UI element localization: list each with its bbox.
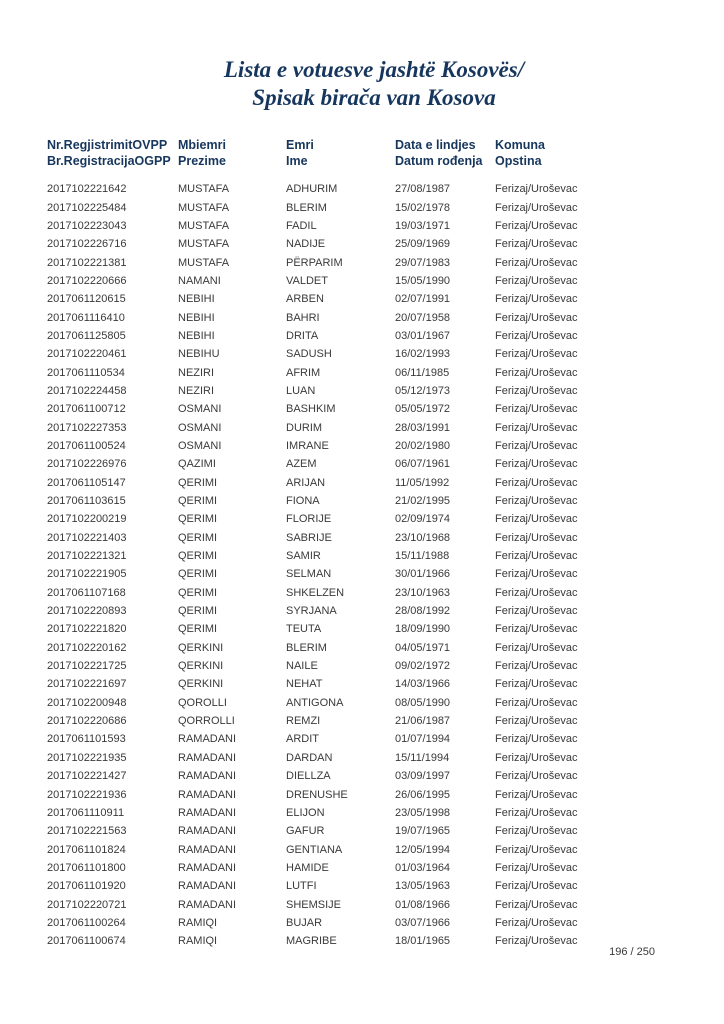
- municipality-cell: Ferizaj/Uroševac: [495, 329, 578, 342]
- surname-cell: MUSTAFA: [178, 219, 230, 232]
- column-header-line: Mbiemri: [178, 138, 226, 152]
- first-name-cell: NEHAT: [286, 678, 323, 691]
- municipality-cell: Ferizaj/Uroševac: [495, 238, 578, 251]
- table-row: [47, 327, 630, 345]
- column-header-line: Datum rođenja: [395, 153, 483, 168]
- municipality-cell: Ferizaj/Uroševac: [495, 898, 578, 911]
- surname-cell: QERIMI: [178, 568, 218, 581]
- registration-number-cell: 2017102220666: [47, 274, 127, 287]
- birthdate-cell: 01/08/1966: [395, 898, 451, 911]
- municipality-cell: Ferizaj/Uroševac: [495, 861, 578, 874]
- first-name-cell: NAILE: [286, 660, 318, 673]
- column-header-line: Nr.RegjistrimitOVPP: [47, 138, 168, 152]
- registration-number-cell: 2017061105147: [47, 476, 126, 489]
- table-row: [47, 565, 630, 583]
- table-row: [47, 345, 630, 363]
- registration-number-cell: 2017102221427: [47, 770, 127, 783]
- table-row: [47, 895, 630, 913]
- municipality-cell: Ferizaj/Uroševac: [495, 201, 578, 214]
- birthdate-cell: 05/12/1973: [395, 384, 451, 397]
- first-name-cell: FIONA: [286, 495, 320, 508]
- municipality-cell: Ferizaj/Uroševac: [495, 384, 578, 397]
- first-name-cell: ELIJON: [286, 806, 325, 819]
- municipality-cell: Ferizaj/Uroševac: [495, 843, 578, 856]
- birthdate-cell: 02/09/1974: [395, 513, 451, 526]
- registration-number-cell: 2017061100712: [47, 403, 126, 416]
- surname-cell: QERIMI: [178, 550, 218, 563]
- table-row: [47, 437, 630, 455]
- municipality-cell: Ferizaj/Uroševac: [495, 605, 578, 618]
- table-row: [47, 749, 630, 767]
- table-header: [47, 138, 630, 169]
- birthdate-cell: 28/08/1992: [395, 605, 451, 618]
- registration-number-cell: 2017102221697: [47, 678, 127, 691]
- surname-cell: QERIMI: [178, 605, 218, 618]
- table-row: [47, 363, 630, 381]
- birthdate-cell: 19/03/1971: [395, 219, 451, 232]
- first-name-cell: GENTIANA: [286, 843, 343, 856]
- birthdate-cell: 27/08/1987: [395, 183, 451, 196]
- column-header-line: Prezime: [178, 153, 226, 168]
- municipality-cell: Ferizaj/Uroševac: [495, 476, 578, 489]
- registration-number-cell: 2017061101824: [47, 843, 126, 856]
- table-row: [47, 675, 630, 693]
- table-row: [47, 253, 630, 271]
- surname-cell: RAMADANI: [178, 898, 237, 911]
- birthdate-cell: 21/06/1987: [395, 715, 451, 728]
- surname-cell: MUSTAFA: [178, 201, 230, 214]
- table-row: [47, 547, 630, 565]
- registration-number-cell: 2017061107168: [47, 586, 126, 599]
- table-row: [47, 217, 630, 235]
- column-header-line: Br.RegistracijaOGPP: [47, 153, 171, 168]
- birthdate-cell: 15/05/1990: [395, 274, 451, 287]
- first-name-cell: ANTIGONA: [286, 696, 344, 709]
- birthdate-cell: 23/10/1968: [395, 531, 451, 544]
- municipality-cell: Ferizaj/Uroševac: [495, 788, 578, 801]
- surname-cell: OSMANI: [178, 421, 222, 434]
- surname-cell: NAMANI: [178, 274, 221, 287]
- birthdate-cell: 03/01/1967: [395, 329, 451, 342]
- municipality-cell: Ferizaj/Uroševac: [495, 696, 578, 709]
- birthdate-cell: 12/05/1994: [395, 843, 451, 856]
- birthdate-cell: 06/11/1985: [395, 366, 450, 379]
- first-name-cell: SYRJANA: [286, 605, 337, 618]
- birthdate-cell: 25/09/1969: [395, 238, 451, 251]
- birthdate-cell: 21/02/1995: [395, 495, 451, 508]
- table-row: [47, 712, 630, 730]
- first-name-cell: PËRPARIM: [286, 256, 343, 269]
- first-name-cell: SELMAN: [286, 568, 332, 581]
- surname-cell: MUSTAFA: [178, 183, 230, 196]
- municipality-cell: Ferizaj/Uroševac: [495, 495, 578, 508]
- first-name-cell: BLERIM: [286, 641, 327, 654]
- municipality-cell: Ferizaj/Uroševac: [495, 458, 578, 471]
- first-name-cell: ARDIT: [286, 733, 319, 746]
- registration-number-cell: 2017102221936: [47, 788, 127, 801]
- column-header-surname: [178, 138, 286, 169]
- registration-number-cell: 2017061101593: [47, 733, 126, 746]
- registration-number-cell: 2017102224458: [47, 384, 127, 397]
- first-name-cell: ADHURIM: [286, 183, 338, 196]
- registration-number-cell: 2017061110911: [47, 806, 125, 819]
- first-name-cell: SHKELZEN: [286, 586, 345, 599]
- municipality-cell: Ferizaj/Uroševac: [495, 586, 578, 599]
- municipality-cell: Ferizaj/Uroševac: [495, 366, 578, 379]
- first-name-cell: GAFUR: [286, 825, 325, 838]
- surname-cell: QERKINI: [178, 678, 224, 691]
- surname-cell: QERKINI: [178, 660, 224, 673]
- first-name-cell: HAMIDE: [286, 861, 329, 874]
- birthdate-cell: 09/02/1972: [395, 660, 451, 673]
- registration-number-cell: 2017102220686: [47, 715, 127, 728]
- birthdate-cell: 08/05/1990: [395, 696, 451, 709]
- registration-number-cell: 2017061100674: [47, 935, 126, 948]
- birthdate-cell: 06/07/1961: [395, 458, 451, 471]
- first-name-cell: FLORIJE: [286, 513, 332, 526]
- registration-number-cell: 2017102226976: [47, 458, 127, 471]
- municipality-cell: Ferizaj/Uroševac: [495, 880, 578, 893]
- first-name-cell: ARBEN: [286, 293, 324, 306]
- table-row: [47, 272, 630, 290]
- municipality-cell: Ferizaj/Uroševac: [495, 421, 578, 434]
- registration-number-cell: 2017102221321: [47, 550, 127, 563]
- first-name-cell: SAMIR: [286, 550, 321, 563]
- registration-number-cell: 2017102220893: [47, 605, 127, 618]
- registration-number-cell: 2017061100264: [47, 916, 126, 929]
- first-name-cell: SABRIJE: [286, 531, 332, 544]
- registration-number-cell: 2017102221642: [47, 183, 127, 196]
- table-row: [47, 400, 630, 418]
- first-name-cell: AFRIM: [286, 366, 321, 379]
- registration-number-cell: 2017061120615: [47, 293, 126, 306]
- table-row: [47, 804, 630, 822]
- surname-cell: QERKINI: [178, 641, 224, 654]
- birthdate-cell: 23/05/1998: [395, 806, 451, 819]
- municipality-cell: Ferizaj/Uroševac: [495, 531, 578, 544]
- table-row: [47, 510, 630, 528]
- table-row: [47, 859, 630, 877]
- first-name-cell: BUJAR: [286, 916, 323, 929]
- surname-cell: QERIMI: [178, 476, 218, 489]
- surname-cell: RAMADANI: [178, 861, 237, 874]
- column-header-birthdate: [395, 138, 495, 169]
- table-row: [47, 657, 630, 675]
- municipality-cell: Ferizaj/Uroševac: [495, 219, 578, 232]
- municipality-cell: Ferizaj/Uroševac: [495, 641, 578, 654]
- municipality-cell: Ferizaj/Uroševac: [495, 568, 578, 581]
- birthdate-cell: 15/11/1994: [395, 751, 450, 764]
- registration-number-cell: 2017102200948: [47, 696, 127, 709]
- column-header-registration-number: [47, 138, 178, 169]
- registration-number-cell: 2017061110534: [47, 366, 125, 379]
- birthdate-cell: 14/03/1966: [395, 678, 451, 691]
- registration-number-cell: 2017061101800: [47, 861, 126, 874]
- surname-cell: RAMADANI: [178, 843, 237, 856]
- surname-cell: NEZIRI: [178, 384, 215, 397]
- birthdate-cell: 19/07/1965: [395, 825, 451, 838]
- surname-cell: NEZIRI: [178, 366, 215, 379]
- page-number: 196 / 250: [609, 946, 655, 958]
- registration-number-cell: 2017102221935: [47, 751, 127, 764]
- surname-cell: RAMIQI: [178, 916, 218, 929]
- table-row: [47, 785, 630, 803]
- title-albanian: Lista e votuesve jashtë Kosovës/: [223, 57, 525, 82]
- table-row: [47, 730, 630, 748]
- municipality-cell: Ferizaj/Uroševac: [495, 439, 578, 452]
- surname-cell: NEBIHI: [178, 293, 215, 306]
- table-row: [47, 840, 630, 858]
- surname-cell: RAMADANI: [178, 825, 237, 838]
- table-row: [47, 455, 630, 473]
- first-name-cell: BLERIM: [286, 201, 327, 214]
- table-row: [47, 382, 630, 400]
- birthdate-cell: 03/09/1997: [395, 770, 451, 783]
- table-row: [47, 529, 630, 547]
- municipality-cell: Ferizaj/Uroševac: [495, 293, 578, 306]
- birthdate-cell: 04/05/1971: [395, 641, 451, 654]
- birthdate-cell: 18/09/1990: [395, 623, 451, 636]
- registration-number-cell: 2017102221563: [47, 825, 127, 838]
- table-row: [47, 198, 630, 216]
- table-row: [47, 639, 630, 657]
- birthdate-cell: 16/02/1993: [395, 348, 451, 361]
- birthdate-cell: 15/02/1978: [395, 201, 451, 214]
- first-name-cell: FADIL: [286, 219, 317, 232]
- surname-cell: QOROLLI: [178, 696, 227, 709]
- table-row: [47, 620, 630, 638]
- municipality-cell: Ferizaj/Uroševac: [495, 715, 578, 728]
- column-header-line: Komuna: [495, 138, 545, 152]
- first-name-cell: LUTFI: [286, 880, 317, 893]
- surname-cell: NEBIHU: [178, 348, 220, 361]
- registration-number-cell: 2017061101920: [47, 880, 126, 893]
- surname-cell: QAZIMI: [178, 458, 216, 471]
- table-row: [47, 914, 630, 932]
- first-name-cell: BASHKIM: [286, 403, 336, 416]
- first-name-cell: DURIM: [286, 421, 323, 434]
- municipality-cell: Ferizaj/Uroševac: [495, 678, 578, 691]
- registration-number-cell: 2017102221725: [47, 660, 127, 673]
- registration-number-cell: 2017102225484: [47, 201, 127, 214]
- table-row: [47, 492, 630, 510]
- municipality-cell: Ferizaj/Uroševac: [495, 825, 578, 838]
- first-name-cell: SADUSH: [286, 348, 332, 361]
- birthdate-cell: 15/11/1988: [395, 550, 450, 563]
- first-name-cell: LUAN: [286, 384, 316, 397]
- first-name-cell: DIELLZA: [286, 770, 331, 783]
- first-name-cell: ARIJAN: [286, 476, 326, 489]
- table-row: [47, 180, 630, 198]
- first-name-cell: BAHRI: [286, 311, 320, 324]
- municipality-cell: Ferizaj/Uroševac: [495, 623, 578, 636]
- surname-cell: RAMADANI: [178, 788, 237, 801]
- registration-number-cell: 2017061100524: [47, 439, 126, 452]
- table-row: [47, 694, 630, 712]
- municipality-cell: Ferizaj/Uroševac: [495, 403, 578, 416]
- surname-cell: QERIMI: [178, 586, 218, 599]
- registration-number-cell: 2017061103615: [47, 495, 126, 508]
- birthdate-cell: 01/03/1964: [395, 861, 451, 874]
- registration-number-cell: 2017102221403: [47, 531, 127, 544]
- birthdate-cell: 11/05/1992: [395, 476, 450, 489]
- title-serbian: Spisak birača van Kosova: [252, 85, 496, 110]
- registration-number-cell: 2017102227353: [47, 421, 127, 434]
- birthdate-cell: 30/01/1966: [395, 568, 451, 581]
- municipality-cell: Ferizaj/Uroševac: [495, 513, 578, 526]
- surname-cell: NEBIHI: [178, 329, 215, 342]
- table-row: [47, 602, 630, 620]
- table-row: [47, 767, 630, 785]
- surname-cell: QERIMI: [178, 495, 218, 508]
- first-name-cell: AZEM: [286, 458, 317, 471]
- registration-number-cell: 2017102223043: [47, 219, 127, 232]
- surname-cell: RAMADANI: [178, 806, 237, 819]
- surname-cell: NEBIHI: [178, 311, 215, 324]
- birthdate-cell: 26/06/1995: [395, 788, 451, 801]
- surname-cell: RAMIQI: [178, 935, 218, 948]
- first-name-cell: IMRANE: [286, 439, 329, 452]
- first-name-cell: TEUTA: [286, 623, 322, 636]
- birthdate-cell: 28/03/1991: [395, 421, 451, 434]
- column-header-first-name: [286, 138, 395, 169]
- table-row: [47, 822, 630, 840]
- table-row: [47, 290, 630, 308]
- voter-table-rows: [47, 180, 630, 950]
- registration-number-cell: 2017102200219: [47, 513, 127, 526]
- birthdate-cell: 13/05/1963: [395, 880, 451, 893]
- birthdate-cell: 03/07/1966: [395, 916, 451, 929]
- registration-number-cell: 2017061116410: [47, 311, 125, 324]
- birthdate-cell: 01/07/1994: [395, 733, 451, 746]
- municipality-cell: Ferizaj/Uroševac: [495, 770, 578, 783]
- birthdate-cell: 20/02/1980: [395, 439, 451, 452]
- surname-cell: MUSTAFA: [178, 256, 230, 269]
- table-row: [47, 877, 630, 895]
- registration-number-cell: 2017102220461: [47, 348, 127, 361]
- column-header-line: Ime: [286, 153, 308, 168]
- birthdate-cell: 18/01/1965: [395, 935, 451, 948]
- first-name-cell: MAGRIBE: [286, 935, 337, 948]
- surname-cell: RAMADANI: [178, 751, 237, 764]
- page-title: [24, 56, 724, 112]
- column-header-municipality: [495, 138, 630, 169]
- municipality-cell: Ferizaj/Uroševac: [495, 183, 578, 196]
- table-row: [47, 474, 630, 492]
- registration-number-cell: 2017102220721: [47, 898, 127, 911]
- municipality-cell: Ferizaj/Uroševac: [495, 806, 578, 819]
- column-header-line: Opstina: [495, 153, 542, 168]
- table-row: [47, 418, 630, 436]
- table-row: [47, 308, 630, 326]
- municipality-cell: Ferizaj/Uroševac: [495, 733, 578, 746]
- surname-cell: OSMANI: [178, 403, 222, 416]
- column-header-line: Data e lindjes: [395, 138, 476, 152]
- surname-cell: OSMANI: [178, 439, 222, 452]
- surname-cell: QERIMI: [178, 623, 218, 636]
- first-name-cell: SHEMSIJE: [286, 898, 342, 911]
- surname-cell: RAMADANI: [178, 770, 237, 783]
- table-row: [47, 584, 630, 602]
- birthdate-cell: 23/10/1963: [395, 586, 451, 599]
- surname-cell: QERIMI: [178, 531, 218, 544]
- registration-number-cell: 2017102221820: [47, 623, 127, 636]
- municipality-cell: Ferizaj/Uroševac: [495, 660, 578, 673]
- registration-number-cell: 2017102221905: [47, 568, 127, 581]
- municipality-cell: Ferizaj/Uroševac: [495, 550, 578, 563]
- surname-cell: RAMADANI: [178, 733, 237, 746]
- surname-cell: MUSTAFA: [178, 238, 230, 251]
- first-name-cell: DRITA: [286, 329, 319, 342]
- registration-number-cell: 2017102220162: [47, 641, 127, 654]
- surname-cell: QERIMI: [178, 513, 218, 526]
- municipality-cell: Ferizaj/Uroševac: [495, 751, 578, 764]
- first-name-cell: REMZI: [286, 715, 321, 728]
- first-name-cell: NADIJE: [286, 238, 326, 251]
- first-name-cell: DARDAN: [286, 751, 333, 764]
- birthdate-cell: 05/05/1972: [395, 403, 451, 416]
- registration-number-cell: 2017061125805: [47, 329, 126, 342]
- municipality-cell: Ferizaj/Uroševac: [495, 256, 578, 269]
- surname-cell: QORROLLI: [178, 715, 235, 728]
- birthdate-cell: 29/07/1983: [395, 256, 451, 269]
- municipality-cell: Ferizaj/Uroševac: [495, 348, 578, 361]
- municipality-cell: Ferizaj/Uroševac: [495, 274, 578, 287]
- first-name-cell: VALDET: [286, 274, 328, 287]
- birthdate-cell: 02/07/1991: [395, 293, 451, 306]
- municipality-cell: Ferizaj/Uroševac: [495, 916, 578, 929]
- first-name-cell: DRENUSHE: [286, 788, 348, 801]
- column-header-line: Emri: [286, 138, 314, 152]
- registration-number-cell: 2017102226716: [47, 238, 127, 251]
- registration-number-cell: 2017102221381: [47, 256, 127, 269]
- table-row: [47, 235, 630, 253]
- municipality-cell: Ferizaj/Uroševac: [495, 935, 578, 948]
- municipality-cell: Ferizaj/Uroševac: [495, 311, 578, 324]
- birthdate-cell: 20/07/1958: [395, 311, 451, 324]
- surname-cell: RAMADANI: [178, 880, 237, 893]
